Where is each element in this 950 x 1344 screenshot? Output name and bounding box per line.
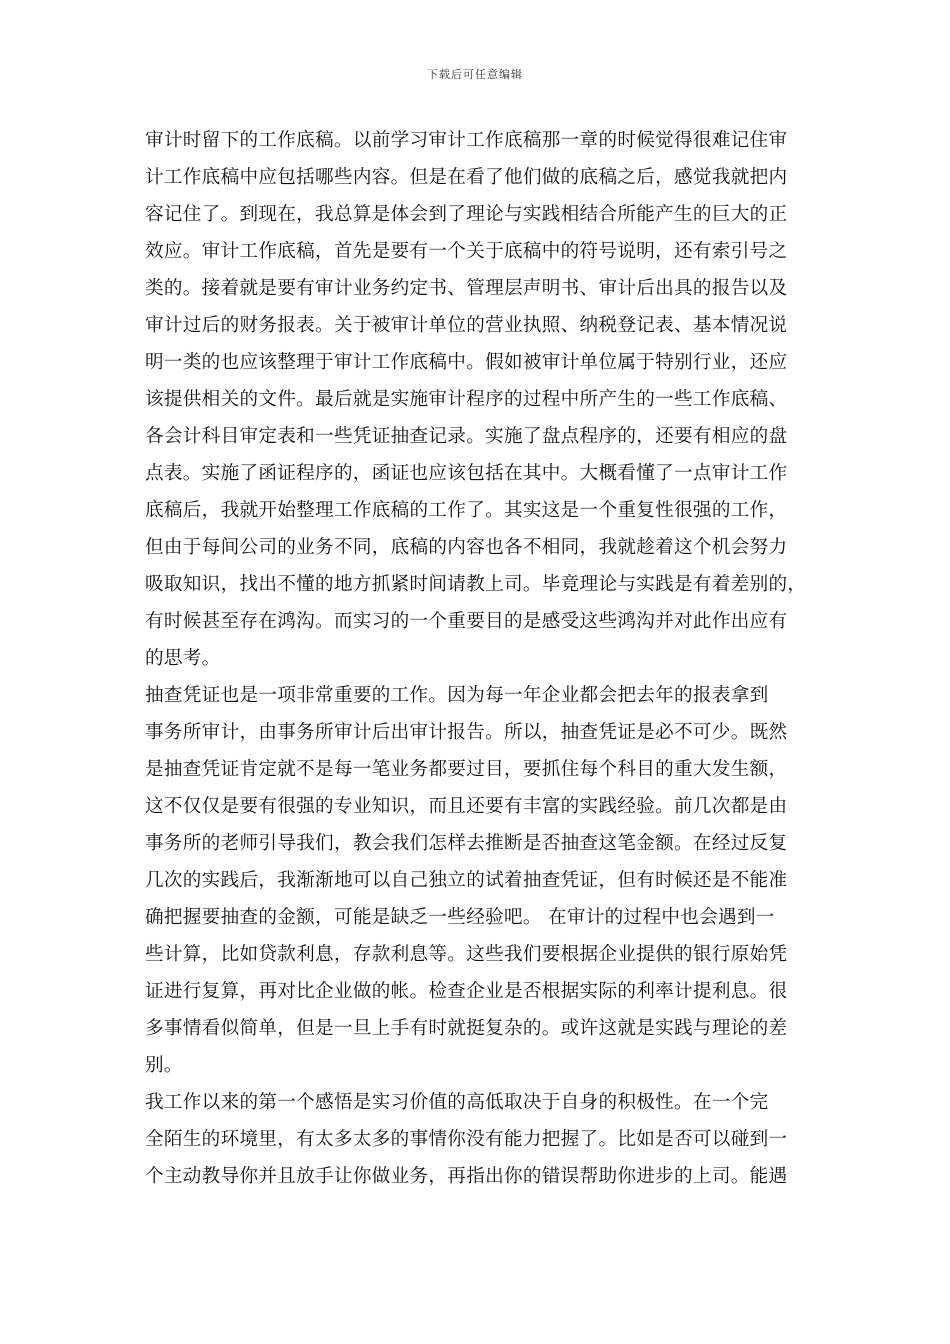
text-line: 计工作底稿中应包括哪些内容。但是在看了他们做的底稿之后，感觉我就把内 <box>145 167 788 188</box>
text-line: 证进行复算，再对比企业做的帐。检查企业是否根据实际的利率计提利息。很 <box>145 981 788 1002</box>
document-body <box>145 122 810 1195</box>
text-line: 些计算，比如贷款利息，存款利息等。这些我们要根据企业提供的银行原始凭 <box>145 944 788 965</box>
page-header-note: 下载后可任意编辑 <box>427 68 523 81</box>
text-line: 底稿后，我就开始整理工作底稿的工作了。其实这是一个重复性很强的工作， <box>145 500 788 521</box>
text-line: 该提供相关的文件。最后就是实施审计程序的过程中所产生的一些工作底稿、 <box>145 389 788 410</box>
text-line: 事务所审计，由事务所审计后出审计报告。所以，抽查凭证是必不可少。既然 <box>145 722 788 743</box>
text-line: 有时候甚至存在鸿沟。而实习的一个重要目的是感受这些鸿沟并对此作出应有 <box>145 611 788 632</box>
text-line: 点表。实施了函证程序的，函证也应该包括在其中。大概看懂了一点审计工作 <box>145 463 788 484</box>
text-line: 这不仅仅是要有很强的专业知识，而且还要有丰富的实践经验。前几次都是由 <box>145 796 788 817</box>
text-line: 我工作以来的第一个感悟是实习价值的高低取决于自身的积极性。在一个完 <box>145 1092 769 1113</box>
text-line: 抽查凭证也是一项非常重要的工作。因为每一年企业都会把去年的报表拿到 <box>145 685 769 706</box>
text-line: 多事情看似简单，但是一旦上手有时就挺复杂的。或许这就是实践与理论的差 <box>145 1018 788 1039</box>
text-line: 吸取知识，找出不懂的地方抓紧时间请教上司。毕竟理论与实践是有着差别的， <box>145 574 807 595</box>
text-line: 类的。接着就是要有审计业务约定书、管理层声明书、审计后出具的报告以及 <box>145 278 788 299</box>
text-line: 效应。审计工作底稿，首先是要有一个关于底稿中的符号说明，还有索引号之 <box>145 241 788 262</box>
text-line: 的思考。 <box>145 648 221 669</box>
text-line: 审计时留下的工作底稿。以前学习审计工作底稿那一章的时候觉得很难记住审 <box>145 130 788 151</box>
text-line: 全陌生的环境里，有太多太多的事情你没有能力把握了。比如是否可以碰到一 <box>145 1129 788 1150</box>
text-line: 几次的实践后，我渐渐地可以自己独立的试着抽查凭证，但有时候还是不能准 <box>145 870 788 891</box>
text-line: 个主动教导你并且放手让你做业务，再指出你的错误帮助你进步的上司。能遇 <box>145 1166 788 1187</box>
text-line: 审计过后的财务报表。关于被审计单位的营业执照、纳税登记表、基本情况说 <box>145 315 788 336</box>
text-line: 但由于每间公司的业务不同，底稿的内容也各不相同，我就趁着这个机会努力 <box>145 537 788 558</box>
text-line: 容记住了。到现在，我总算是体会到了理论与实践相结合所能产生的巨大的正 <box>145 204 788 225</box>
text-line: 各会计科目审定表和一些凭证抽查记录。实施了盘点程序的，还要有相应的盘 <box>145 426 788 447</box>
text-line: 别。 <box>145 1055 183 1076</box>
text-line: 确把握要抽查的金额，可能是缺乏一些经验吧。 在审计的过程中也会遇到一 <box>145 907 775 928</box>
text-line: 事务所的老师引导我们，教会我们怎样去推断是否抽查这笔金额。在经过反复 <box>145 833 788 854</box>
text-line: 是抽查凭证肯定就不是每一笔业务都要过目，要抓住每个科目的重大发生额， <box>145 759 788 780</box>
text-line: 明一类的也应该整理于审计工作底稿中。假如被审计单位属于特别行业，还应 <box>145 352 788 373</box>
